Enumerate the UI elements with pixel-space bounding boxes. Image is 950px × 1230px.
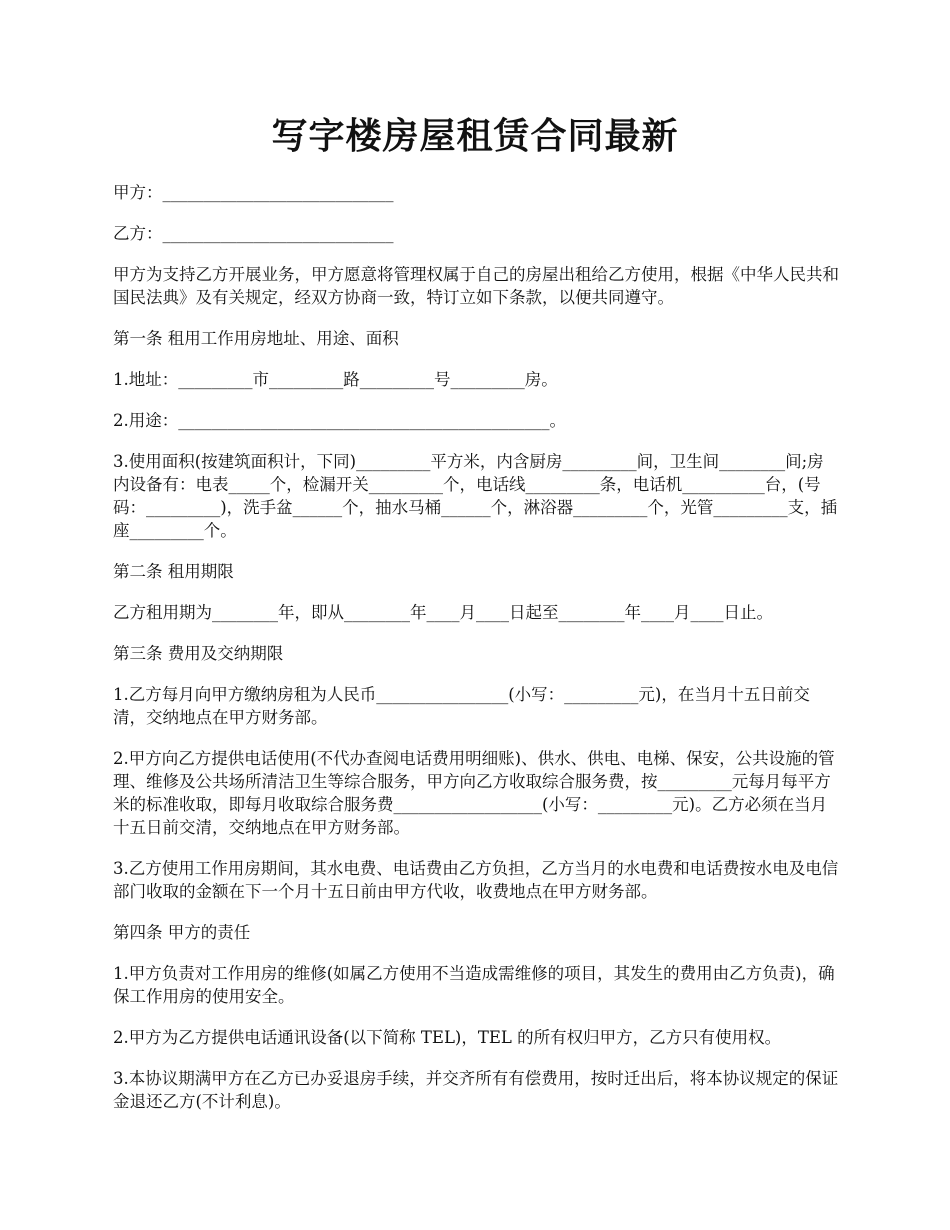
document-title: 写字楼房屋租赁合同最新: [271, 115, 679, 157]
article-1-address: 1.地址：_________市_________路_________号_________房。: [113, 370, 558, 389]
party-b-line: 乙方：____________________________: [113, 224, 394, 243]
article-3-utilities: 3.乙方使用工作用房期间，其水电费、电话费由乙方负担，乙方当月的水电费和电话费按水电及电信部门收取的金额在下一个月十五日前由甲方代收，收费地点在甲方财务部。: [113, 859, 839, 901]
article-4-heading: 第四条 甲方的责任: [113, 923, 251, 942]
article-1-heading: 第一条 租用工作用房地址、用途、面积: [113, 329, 399, 348]
article-2-heading: 第二条 租用期限: [113, 562, 234, 581]
article-3-rent: 1.乙方每月向甲方缴纳房租为人民币________________(小写：_________元)，在当月十五日前交清，交纳地点在甲方财务部。: [113, 685, 810, 727]
article-4-maintenance: 1.甲方负责对工作用房的维修(如属乙方使用不当造成需维修的项目，其发生的费用由乙方负责)，确保工作用房的使用安全。: [113, 964, 835, 1006]
article-1-usage: 2.用途：_____________________________________________。: [113, 411, 566, 430]
party-a-line: 甲方：____________________________: [113, 183, 394, 202]
preamble-paragraph: 甲方为支持乙方开展业务，甲方愿意将管理权属于自己的房屋出租给乙方使用，根据《中华人民共和国民法典》及有关规定，经双方协商一致，特订立如下条款，以便共同遵守。: [113, 265, 839, 307]
article-4-telephone: 2.甲方为乙方提供电话通讯设备(以下简称 TEL)，TEL 的所有权归甲方，乙方只有使用权。: [113, 1028, 782, 1047]
article-1-area: 3.使用面积(按建筑面积计，下同)_________平方米，内含厨房_________间，卫生间________间;房内设备有：电表_____个，检漏开关_________个，电话线_________条，电话机__________台，(号码：_________)，洗手盆______个，抽水马桶______个，淋浴器_________个，光管_________支，插座_________个。: [113, 452, 838, 540]
document-body: [113, 181, 839, 1131]
article-3-service-fee: 2.甲方向乙方提供电话使用(不代办查阅电话费用明细账)、供水、供电、电梯、保安，公共设施的管理、维修及公共场所清洁卫生等综合服务，甲方向乙方收取综合服务费，按_________元每月每平方米的标准收取，即每月收取综合服务费__________________(小写：_________元)。乙方必须在当月十五日前交清，交纳地点在甲方财务部。: [113, 749, 835, 837]
article-4-deposit-refund: 3.本协议期满甲方在乙方已办妥退房手续，并交齐所有有偿费用，按时迁出后，将本协议规定的保证金退还乙方(不计利息)。: [113, 1069, 839, 1111]
article-3-heading: 第三条 费用及交纳期限: [113, 644, 284, 663]
article-2-term: 乙方租用期为________年，即从________年____月____日起至________年____月____日止。: [113, 603, 773, 622]
